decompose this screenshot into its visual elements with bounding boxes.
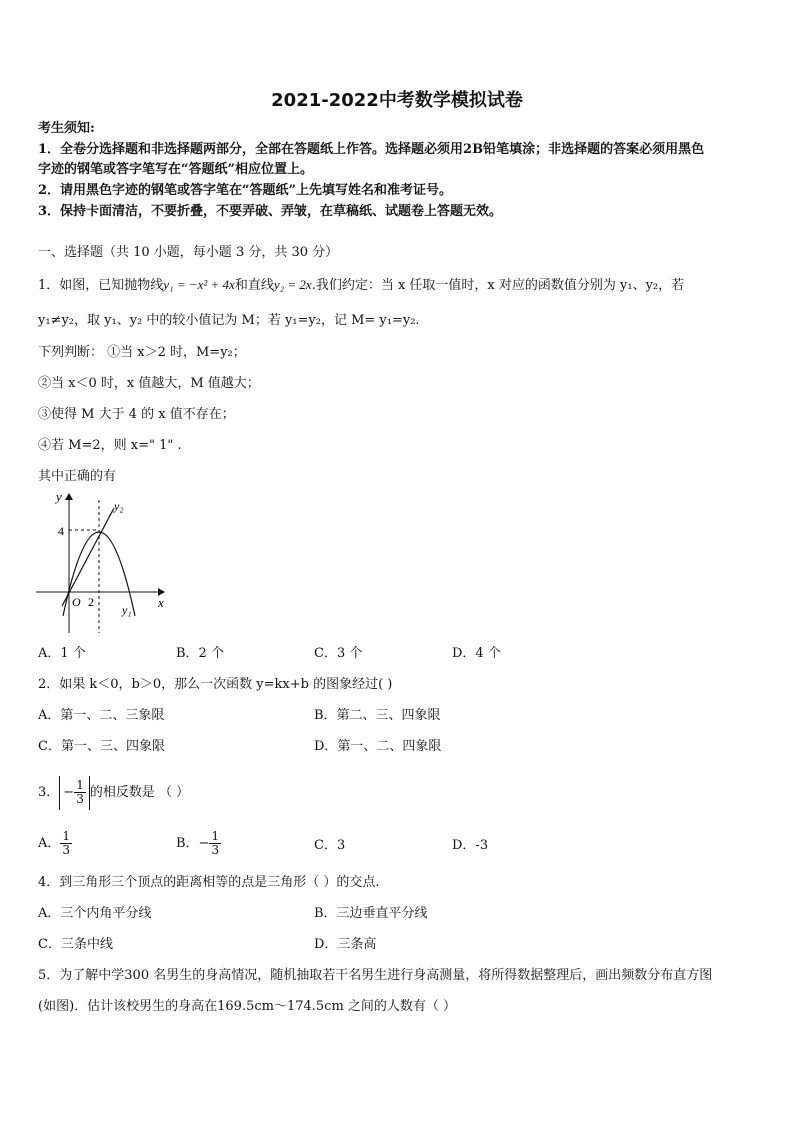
question-1-line: ③使得 M 大于 4 的 x 值不存在； [38,407,235,422]
notice-line: 3．保持卡面清洁，不要折叠，不要弄破、弄皱，在草稿纸、试题卷上答题无效。 [38,204,503,219]
option-a: A．第一、二、三象限 [38,708,165,723]
option-d: D．第一、二、四象限 [314,739,442,754]
question-5-line: (如图)．估计该校男生的身高在169.5cm～174.5cm 之间的人数有（ ） [38,999,457,1014]
parabola-formula: y₁ = −x² + 4x [163,277,235,292]
question-1-line: ④若 M=2，则 x=" 1" . [38,438,182,453]
option-a [38,828,72,860]
option-d: D．-3 [452,838,489,853]
option-b [176,828,221,860]
notice-line: 1．全卷分选择题和非选择题两部分，全部在答题纸上作答。选择题必须用2B铅笔填涂；非选择题的答案必须用黑色 [38,142,705,157]
question-1-stem [38,277,684,294]
option-d: D．4 个 [452,646,501,661]
line-y2 [62,508,114,606]
page-title: 2021-2022中考数学模拟试卷 [271,90,523,111]
question-3-stem [38,774,189,812]
numerator: 1 [62,829,71,843]
numerator: 1 [211,829,220,843]
numerator: 1 [76,777,84,792]
line-formula: y₂ = 2x [273,277,312,292]
fraction [209,830,221,857]
denominator: 3 [211,843,220,857]
question-1-line: 其中正确的有 [38,469,117,484]
y-axis-label: y [56,489,62,504]
y1-label: y₁ [122,603,132,617]
section-heading: 一、选择题（共 10 小题，每小题 3 分，共 30 分） [38,245,339,260]
option-c: C．三条中线 [38,937,113,952]
option-a: A．三个内角平分线 [38,906,152,921]
tick-y-label: 4 [58,524,64,538]
option-c: C．第一、三、四象限 [38,739,165,754]
denominator: 3 [76,791,84,806]
option-d: D．三条高 [314,937,377,952]
option-a: A．1 个 [38,646,86,661]
x-axis-label: x [158,595,164,610]
option-a-label: A． [38,836,61,851]
question-4-stem: 4．到三角形三个顶点的距离相等的点是三角形（ ）的交点. [38,875,380,890]
notice-line: 2．请用黑色字迹的钢笔或答字笔在“答题纸”上先填写姓名和准考证号。 [38,183,453,198]
option-b: B．2 个 [176,646,224,661]
fraction [60,830,72,857]
question-3-text: 的相反数是 （ ） [89,785,190,800]
question-1-text: 和直线 [234,278,274,293]
option-c: C．3 个 [314,646,363,661]
notice-heading: 考生须知: [38,121,95,136]
question-1-line: ②当 x＜0 时，x 值越大，M 值越大； [38,376,260,391]
question-1-graph [34,488,174,638]
question-2-stem: 2．如果 k＜0，b＞0，那么一次函数 y=kx+b 的图象经过( ) [38,677,393,692]
option-b: B．三边垂直平分线 [314,906,428,921]
absolute-value [59,776,90,810]
fraction [74,779,86,806]
question-1-line: y₁≠y₂，取 y₁、y₂ 中的较小值记为 M；若 y₁=y₂，记 M= y₁=y₂. [38,313,420,328]
question-5-line: 5．为了解中学300 名男生的身高情况，随机抽取若干名男生进行身高测量，将所得数据整理后，画出频数分布直方图 [38,968,713,983]
minus-sign: − [63,784,75,800]
question-1-text: 1．如图，已知抛物线 [38,278,164,293]
question-3-number: 3． [38,785,60,800]
option-c: C．3 [314,838,346,853]
question-1-text: .我们约定：当 x 任取一值时，x 对应的函数值分别为 y₁、y₂，若 [311,278,685,293]
denominator: 3 [62,843,71,857]
option-b-label: B．− [176,836,210,851]
option-b: B．第二、三、四象限 [314,708,441,723]
origin-label: O [72,595,81,609]
y2-label: y₂ [114,499,124,513]
tick-x-label: 2 [88,595,94,609]
question-1-line: 下列判断： ①当 x＞2 时，M=y₂； [38,345,246,360]
notice-line: 字迹的钢笔或答字笔写在“答题纸”相应位置上。 [38,162,313,177]
